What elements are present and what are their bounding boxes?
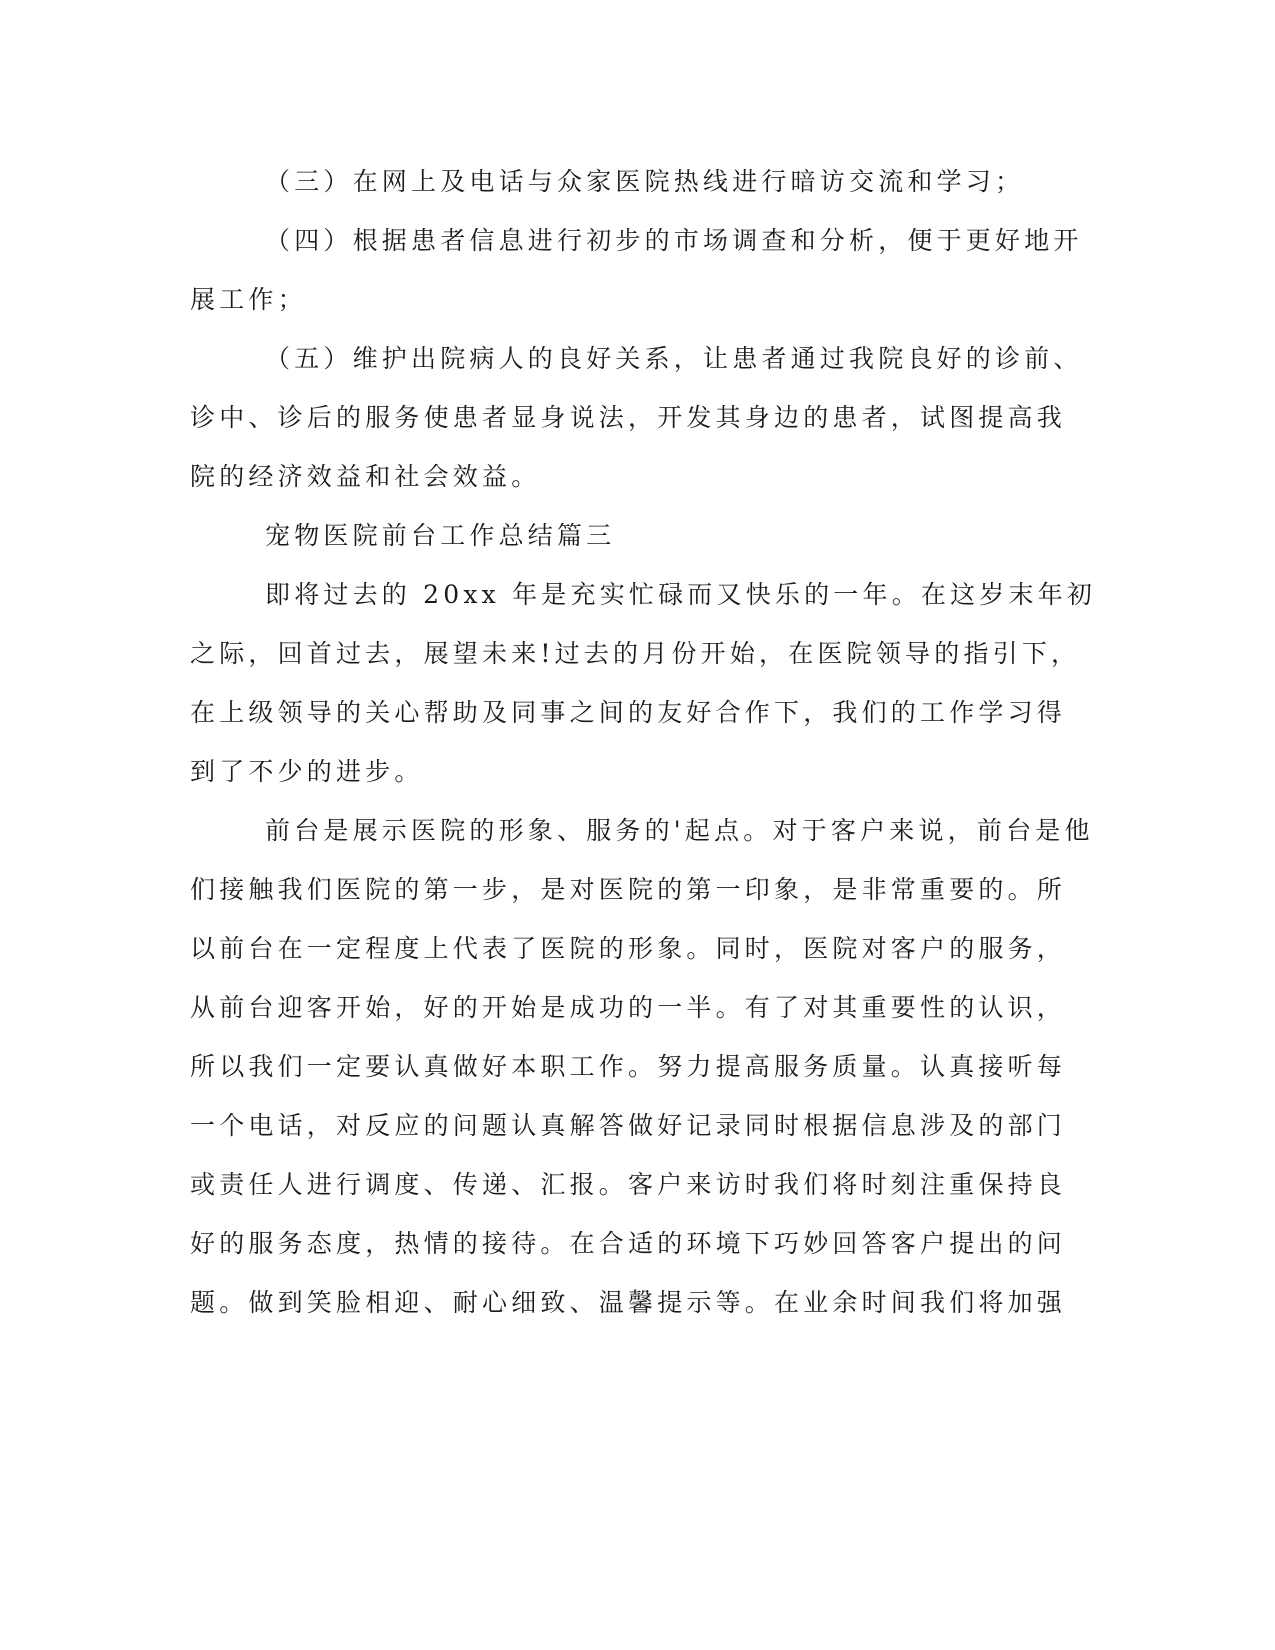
paragraph-line: 一个电话，对反应的问题认真解答做好记录同时根据信息涉及的部门: [190, 1111, 1067, 1140]
paragraph-line: 到了不少的进步。: [190, 757, 424, 786]
paragraph-line: 题。做到笑脸相迎、耐心细致、温馨提示等。在业余时间我们将加强: [190, 1288, 1067, 1317]
paragraph-line: 们接触我们医院的第一步，是对医院的第一印象，是非常重要的。所: [190, 875, 1067, 904]
section-heading: 宠物医院前台工作总结篇三: [265, 521, 616, 550]
list-item-five-end: 院的经济效益和社会效益。: [190, 462, 541, 491]
list-item-five-continued: 诊中、诊后的服务使患者显身说法，开发其身边的患者，试图提高我: [190, 403, 1067, 432]
list-item-four-continued: 展工作；: [190, 285, 307, 314]
paragraph-line: 以前台在一定程度上代表了医院的形象。同时，医院对客户的服务，: [190, 934, 1067, 963]
paragraph-line: 前台是展示医院的形象、服务的'起点。对于客户来说，前台是他: [265, 816, 1094, 845]
paragraph-line: 即将过去的 20xx 年是充实忙碌而又快乐的一年。在这岁末年初: [265, 580, 1097, 609]
paragraph-line: 在上级领导的关心帮助及同事之间的友好合作下，我们的工作学习得: [190, 698, 1067, 727]
paragraph-line: 之际，回首过去，展望未来!过去的月份开始，在医院领导的指引下，: [190, 639, 1081, 668]
list-item-five: （五）维护出院病人的良好关系，让患者通过我院良好的诊前、: [265, 344, 1083, 373]
paragraph-line: 或责任人进行调度、传递、汇报。客户来访时我们将时刻注重保持良: [190, 1170, 1067, 1199]
list-item-three: （三）在网上及电话与众家医院热线进行暗访交流和学习；: [265, 167, 1025, 196]
paragraph-line: 所以我们一定要认真做好本职工作。努力提高服务质量。认真接听每: [190, 1052, 1067, 1081]
list-item-four: （四）根据患者信息进行初步的市场调查和分析，便于更好地开: [265, 226, 1083, 255]
paragraph-line: 从前台迎客开始，好的开始是成功的一半。有了对其重要性的认识，: [190, 993, 1067, 1022]
paragraph-line: 好的服务态度，热情的接待。在合适的环境下巧妙回答客户提出的问: [190, 1229, 1067, 1258]
